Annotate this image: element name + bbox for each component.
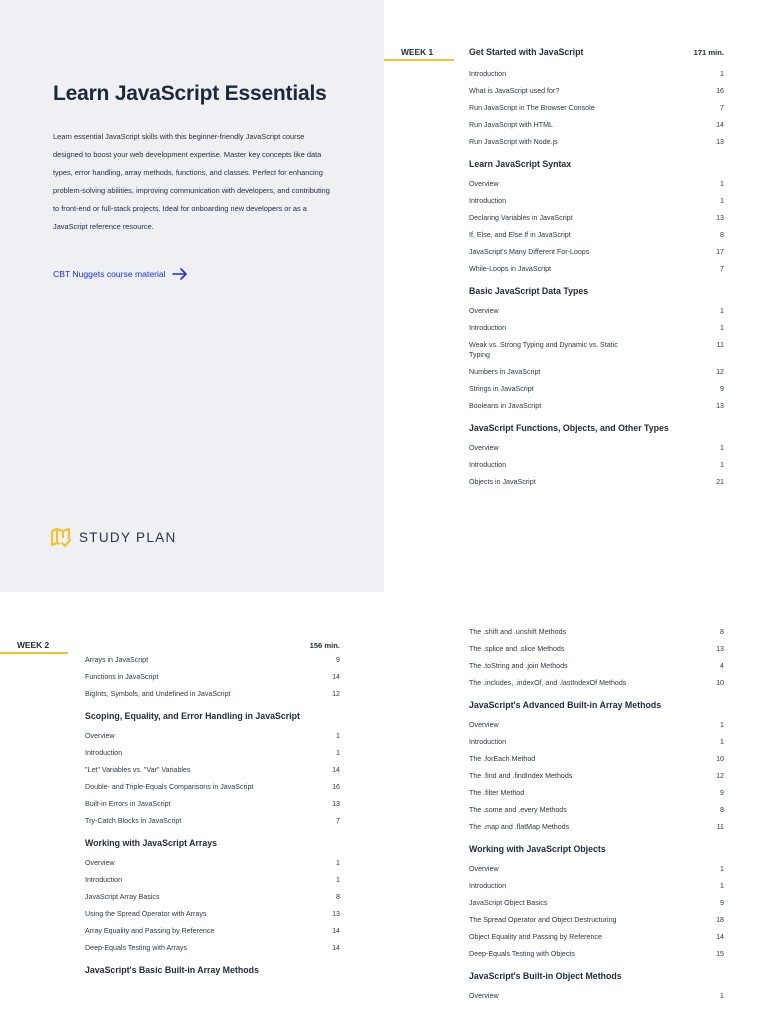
lesson-row (469, 477, 724, 487)
lesson-minutes: 7 (336, 817, 340, 825)
lesson-title: The .forEach Method (469, 755, 536, 763)
lesson-title: The .find and .findIndex Methods (469, 772, 573, 780)
lesson-row (469, 805, 724, 815)
lesson-row (469, 137, 724, 147)
lesson-minutes: 1 (720, 324, 724, 332)
lesson-title: The .includes, .indexOf, and .lastIndexOf Methods (469, 679, 627, 687)
lesson-row (85, 672, 340, 682)
lesson-row (469, 367, 724, 377)
lesson-title: Introduction (469, 461, 507, 469)
course-description: Learn essential JavaScript skills with this beginner-friendly JavaScript course designed to boost your web development expertise. Master key concepts like data types, error handling, array methods, functions, and classes. Perfect for enhancing problem-solving abilities, improving communication with developers, and contributing to front-end or full-stack projects. Ideal for onboarding new developers or as a JavaScript reference resource. (53, 132, 330, 231)
lesson-minutes: 1 (720, 738, 724, 746)
lesson-minutes: 13 (716, 645, 724, 653)
lesson-row (469, 86, 724, 96)
arrow-right-icon (172, 267, 188, 281)
lesson-title: Overview (469, 721, 499, 729)
section-title: Working with JavaScript Arrays (85, 838, 217, 848)
course-hero (0, 0, 384, 592)
lesson-title: Overview (469, 865, 499, 873)
lesson-minutes: 1 (720, 307, 724, 315)
lesson-row (469, 196, 724, 206)
lesson-title: Double- and Triple-Equals Comparisons in JavaScript (85, 783, 254, 791)
lesson-title: BigInts, Symbols, and Undefined in JavaScript (85, 690, 231, 698)
lesson-row (469, 932, 724, 942)
section-title: JavaScript's Basic Built-in Array Methods (85, 965, 259, 975)
lesson-title: If, Else, and Else If in JavaScript (469, 231, 571, 239)
week-2-total: 156 min. (309, 641, 340, 650)
lesson-title: Using the Spread Operator with Arrays (85, 910, 207, 918)
section-title: JavaScript Functions, Objects, and Other Types (469, 423, 669, 433)
lesson-title: Declaring Variables in JavaScript (469, 214, 573, 222)
lesson-row (469, 120, 724, 130)
lesson-minutes: 13 (716, 138, 724, 146)
lesson-minutes: 8 (720, 806, 724, 814)
lesson-minutes: 1 (336, 876, 340, 884)
lesson-row (469, 323, 724, 333)
lesson-row (469, 443, 724, 453)
lesson-row (85, 748, 340, 758)
lesson-title: Weak vs. Strong Typing and Dynamic vs. Static Typing (469, 341, 618, 359)
lesson-row (469, 949, 724, 959)
section-title: JavaScript's Built-in Object Methods (469, 971, 622, 981)
lesson-row (85, 731, 340, 741)
lesson-title: JavaScript Object Basics (469, 899, 548, 907)
lesson-minutes: 11 (716, 823, 724, 831)
week-2-lessons-left (85, 655, 340, 985)
lesson-minutes: 1 (720, 882, 724, 890)
lesson-title: Introduction (85, 749, 123, 757)
lesson-row (85, 799, 340, 809)
lesson-title: Introduction (469, 324, 507, 332)
lesson-title: Overview (469, 180, 499, 188)
lesson-row (469, 720, 724, 730)
week-2-underline (0, 652, 68, 654)
lesson-row (469, 991, 724, 1001)
section-title: Learn JavaScript Syntax (469, 159, 572, 169)
lesson-minutes: 1 (720, 865, 724, 873)
lesson-row (469, 179, 724, 189)
lesson-minutes: 14 (332, 944, 340, 952)
lesson-row (469, 898, 724, 908)
lesson-minutes: 10 (716, 755, 724, 763)
lesson-minutes: 9 (720, 899, 724, 907)
lesson-title: Deep-Equals Testing with Objects (469, 950, 575, 958)
course-material-link[interactable] (53, 267, 188, 281)
lesson-row (469, 678, 724, 688)
lesson-row (469, 627, 724, 637)
lesson-title: Try-Catch Blocks in JavaScript (85, 817, 182, 825)
lesson-minutes: 14 (332, 927, 340, 935)
lesson-row (85, 816, 340, 826)
lesson-title: Run JavaScript with Node.js (469, 138, 558, 146)
lesson-row (469, 737, 724, 747)
lesson-minutes: 9 (720, 385, 724, 393)
lesson-minutes: 7 (720, 104, 724, 112)
lesson-minutes: 11 (716, 341, 724, 349)
lesson-row (85, 782, 340, 792)
course-material-link-label: CBT Nuggets course material (53, 269, 166, 279)
lesson-minutes: 1 (720, 197, 724, 205)
lesson-title: Run JavaScript in The Browser Console (469, 104, 595, 112)
lesson-row (85, 943, 340, 953)
lesson-minutes: 12 (716, 368, 724, 376)
lesson-minutes: 1 (720, 180, 724, 188)
section-title: Basic JavaScript Data Types (469, 286, 589, 296)
lesson-title: Object Equality and Passing by Reference (469, 933, 602, 941)
lesson-row (469, 864, 724, 874)
lesson-minutes: 18 (716, 916, 724, 924)
lesson-title: Introduction (469, 197, 507, 205)
lesson-row (85, 909, 340, 919)
lesson-row (469, 460, 724, 470)
lesson-row (85, 875, 340, 885)
lesson-title: "Let" Variables vs. "Var" Variables (85, 766, 191, 774)
lesson-title: The .map and .flatMap Methods (469, 823, 570, 831)
lesson-minutes: 9 (336, 656, 340, 664)
lesson-minutes: 14 (716, 933, 724, 941)
lesson-minutes: 12 (332, 690, 340, 698)
lesson-row (85, 765, 340, 775)
lesson-row (469, 788, 724, 798)
lesson-minutes: 1 (720, 70, 724, 78)
lesson-minutes: 8 (720, 628, 724, 636)
lesson-title: Built-in Errors in JavaScript (85, 800, 171, 808)
week-1-lessons (469, 69, 724, 494)
lesson-minutes: 1 (336, 859, 340, 867)
lesson-row (85, 655, 340, 665)
lesson-minutes: 16 (716, 87, 724, 95)
lesson-row (469, 771, 724, 781)
lesson-minutes: 13 (332, 910, 340, 918)
lesson-title: Introduction (469, 70, 507, 78)
week-1-title: Get Started with JavaScript (469, 47, 584, 57)
lesson-title: Overview (469, 444, 499, 452)
lesson-minutes: 1 (336, 749, 340, 757)
section-title: JavaScript's Advanced Built-in Array Methods (469, 700, 662, 710)
lesson-title: The .filter Method (469, 789, 525, 797)
lesson-title: Introduction (469, 738, 507, 746)
lesson-title: Overview (85, 859, 115, 867)
lesson-minutes: 14 (716, 121, 724, 129)
lesson-row (85, 858, 340, 868)
lesson-row (469, 644, 724, 654)
lesson-title: While-Loops in JavaScript (469, 265, 552, 273)
lesson-row (85, 926, 340, 936)
lesson-minutes: 13 (716, 402, 724, 410)
lesson-row (85, 689, 340, 699)
lesson-title: Strings in JavaScript (469, 385, 534, 393)
lesson-row (469, 230, 724, 240)
lesson-minutes: 7 (720, 265, 724, 273)
week-1-label: WEEK 1 (401, 47, 434, 57)
lesson-minutes: 1 (720, 992, 724, 1000)
lesson-title: Introduction (469, 882, 507, 890)
lesson-row (469, 103, 724, 113)
lesson-minutes: 8 (720, 231, 724, 239)
map-check-icon (50, 527, 71, 548)
lesson-title: Run JavaScript with HTML (469, 121, 553, 129)
lesson-title: Objects in JavaScript (469, 478, 536, 486)
lesson-row (469, 754, 724, 764)
lesson-row (469, 69, 724, 79)
lesson-minutes: 9 (720, 789, 724, 797)
lesson-minutes: 12 (716, 772, 724, 780)
study-plan-label: STUDY PLAN (79, 530, 177, 545)
lesson-minutes: 13 (716, 214, 724, 222)
lesson-minutes: 21 (716, 478, 724, 486)
lesson-minutes: 10 (716, 679, 724, 687)
lesson-title: Functions in JavaScript (85, 673, 159, 681)
lesson-title: The .shift and .unshift Methods (469, 628, 567, 636)
lesson-title: The .toString and .join Methods (469, 662, 568, 670)
section-title: Scoping, Equality, and Error Handling in JavaScript (85, 711, 300, 721)
study-plan-heading (50, 527, 177, 548)
lesson-title: Numbers in JavaScript (469, 368, 541, 376)
lesson-title: Overview (469, 992, 499, 1000)
lesson-title: Introduction (85, 876, 123, 884)
lesson-row (469, 213, 724, 223)
lesson-minutes: 13 (332, 800, 340, 808)
week-2-lessons-right (469, 627, 724, 1008)
lesson-minutes: 1 (720, 721, 724, 729)
lesson-title: What is JavaScript used for? (469, 87, 560, 95)
lesson-minutes: 15 (716, 950, 724, 958)
week-1-underline (384, 59, 454, 61)
lesson-row (469, 340, 724, 360)
lesson-row (469, 384, 724, 394)
lesson-row (469, 306, 724, 316)
lesson-title: Overview (469, 307, 499, 315)
lesson-title: The .splice and .slice Methods (469, 645, 565, 653)
lesson-title: Array Equality and Passing by Reference (85, 927, 215, 935)
lesson-minutes: 1 (336, 732, 340, 740)
lesson-minutes: 14 (332, 766, 340, 774)
lesson-row (469, 661, 724, 671)
lesson-minutes: 8 (336, 893, 340, 901)
lesson-title: Arrays in JavaScript (85, 656, 149, 664)
lesson-minutes: 17 (716, 248, 724, 256)
lesson-row (469, 881, 724, 891)
lesson-title: Booleans in JavaScript (469, 402, 542, 410)
week-2-label: WEEK 2 (17, 640, 50, 650)
lesson-minutes: 14 (332, 673, 340, 681)
lesson-minutes: 4 (720, 662, 724, 670)
lesson-minutes: 1 (720, 461, 724, 469)
lesson-row (85, 892, 340, 902)
lesson-title: The .some and .every Methods (469, 806, 567, 814)
lesson-row (469, 401, 724, 411)
lesson-minutes: 16 (332, 783, 340, 791)
lesson-row (469, 915, 724, 925)
lesson-title: The Spread Operator and Object Destructuring (469, 916, 617, 924)
lesson-title: JavaScript's Many Different For-Loops (469, 248, 590, 256)
lesson-minutes: 1 (720, 444, 724, 452)
week-1-total: 171 min. (693, 48, 724, 57)
lesson-title: Deep-Equals Testing with Arrays (85, 944, 187, 952)
section-title: Working with JavaScript Objects (469, 844, 606, 854)
course-title: Learn JavaScript Essentials (53, 82, 327, 105)
lesson-row (469, 247, 724, 257)
lesson-row (469, 264, 724, 274)
lesson-row (469, 822, 724, 832)
lesson-title: Overview (85, 732, 115, 740)
lesson-title: JavaScript Array Basics (85, 893, 160, 901)
